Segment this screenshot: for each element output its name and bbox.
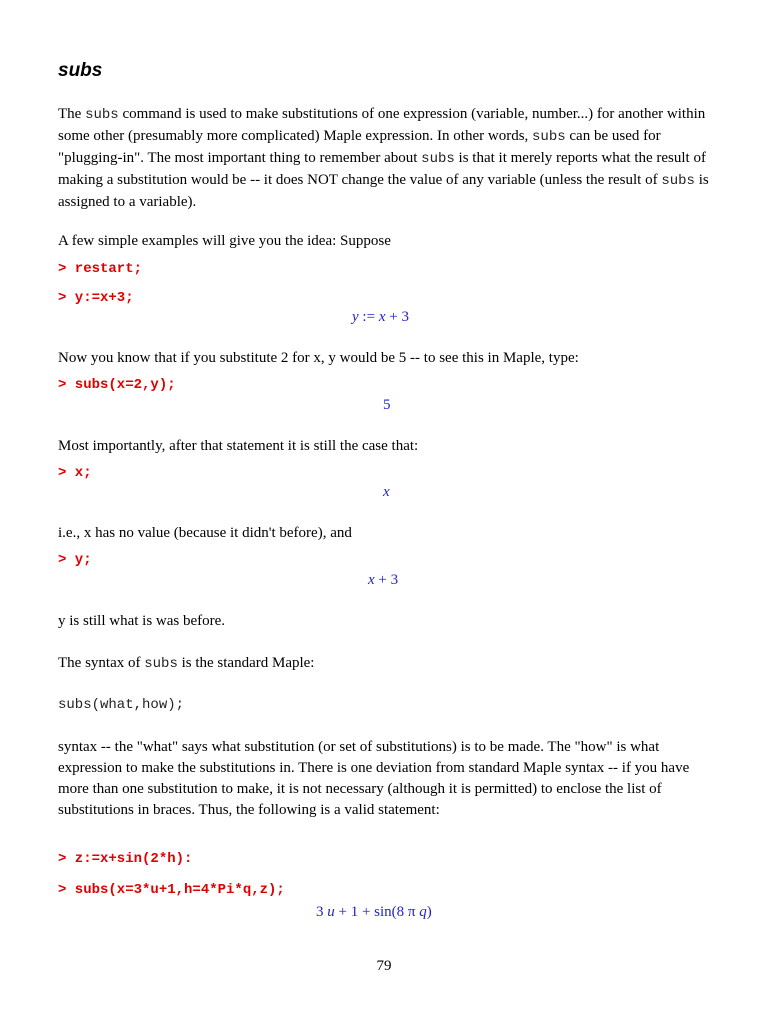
inline-code: subs: [661, 173, 695, 189]
math-op: + 1 + sin(8: [334, 904, 408, 920]
math-op: 3: [316, 904, 328, 920]
text: The: [58, 106, 86, 122]
maple-output-subs: 5: [383, 397, 391, 413]
text: is that it merely reports what the result of making a substitution would be -- it does NOT change the value of any variable (unless the result of: [58, 150, 706, 188]
syntax-example: subs(what,how);: [58, 697, 185, 713]
syntax-explanation-paragraph: syntax -- the "what" says what substitution (or set of substitutions) is to be made. The "how" is what expression to make the substitutions in. There is one deviation from standard Maple syntax -- if you have more than one substitution to make, it is not necessary (although it is permitted) to enclose the list of substitutions in braces. Thus, the following is a valid statement:: [58, 739, 690, 818]
maple-output-assign-y: [352, 309, 409, 326]
text: is assigned to a variable).: [58, 172, 709, 210]
pi-symbol: π: [407, 904, 416, 920]
maple-command-x: > x;: [58, 465, 92, 481]
math-var: x: [378, 309, 386, 325]
math-op: + 3: [385, 309, 409, 325]
maple-command-subs: > subs(x=2,y);: [58, 377, 176, 393]
maple-command-restart: > restart;: [58, 261, 143, 277]
text: command is used to make substitutions of one expression (variable, number...) for another within some other (presumably more complicated) Maple expression. In other words,: [58, 106, 706, 144]
syntax-intro-paragraph: [58, 653, 718, 675]
still-case-paragraph: Most importantly, after that statement it is still the case that:: [58, 438, 419, 454]
maple-output-x: [383, 484, 390, 501]
intro-paragraph: [58, 104, 718, 213]
inline-code: subs: [85, 107, 119, 123]
inline-code: subs: [421, 151, 455, 167]
text: is the standard Maple:: [177, 655, 315, 671]
text: The syntax of: [58, 655, 145, 671]
math-var: x: [383, 484, 390, 500]
inline-code: subs: [144, 656, 178, 672]
math-var: u: [327, 904, 335, 920]
text: can be used for "plugging-in". The most important thing to remember about: [58, 128, 661, 166]
maple-output-y: [368, 572, 398, 589]
math-var: q: [419, 904, 427, 920]
maple-command-assign-y: > y:=x+3;: [58, 290, 134, 306]
still-what-paragraph: y is still what is was before.: [58, 613, 226, 629]
section-heading: subs: [58, 60, 103, 81]
no-value-paragraph: i.e., x has no value (because it didn't before), and: [58, 525, 352, 541]
page-number: 79: [376, 958, 392, 974]
inline-code: subs: [532, 129, 566, 145]
math-op: ): [426, 904, 432, 920]
math-var: y: [352, 309, 359, 325]
math-op: + 3: [374, 572, 399, 588]
maple-command-subs-multi: > subs(x=3*u+1,h=4*Pi*q,z);: [58, 882, 285, 898]
examples-intro: A few simple examples will give you the idea: Suppose: [58, 233, 391, 249]
maple-output-subs-multi: [316, 904, 432, 921]
math-var: x: [368, 572, 375, 588]
maple-command-y: > y;: [58, 552, 92, 568]
maple-command-z: > z:=x+sin(2*h):: [58, 851, 193, 867]
math-op: :=: [358, 309, 379, 325]
substitute-paragraph: Now you know that if you substitute 2 for x, y would be 5 -- to see this in Maple, type:: [58, 350, 579, 366]
